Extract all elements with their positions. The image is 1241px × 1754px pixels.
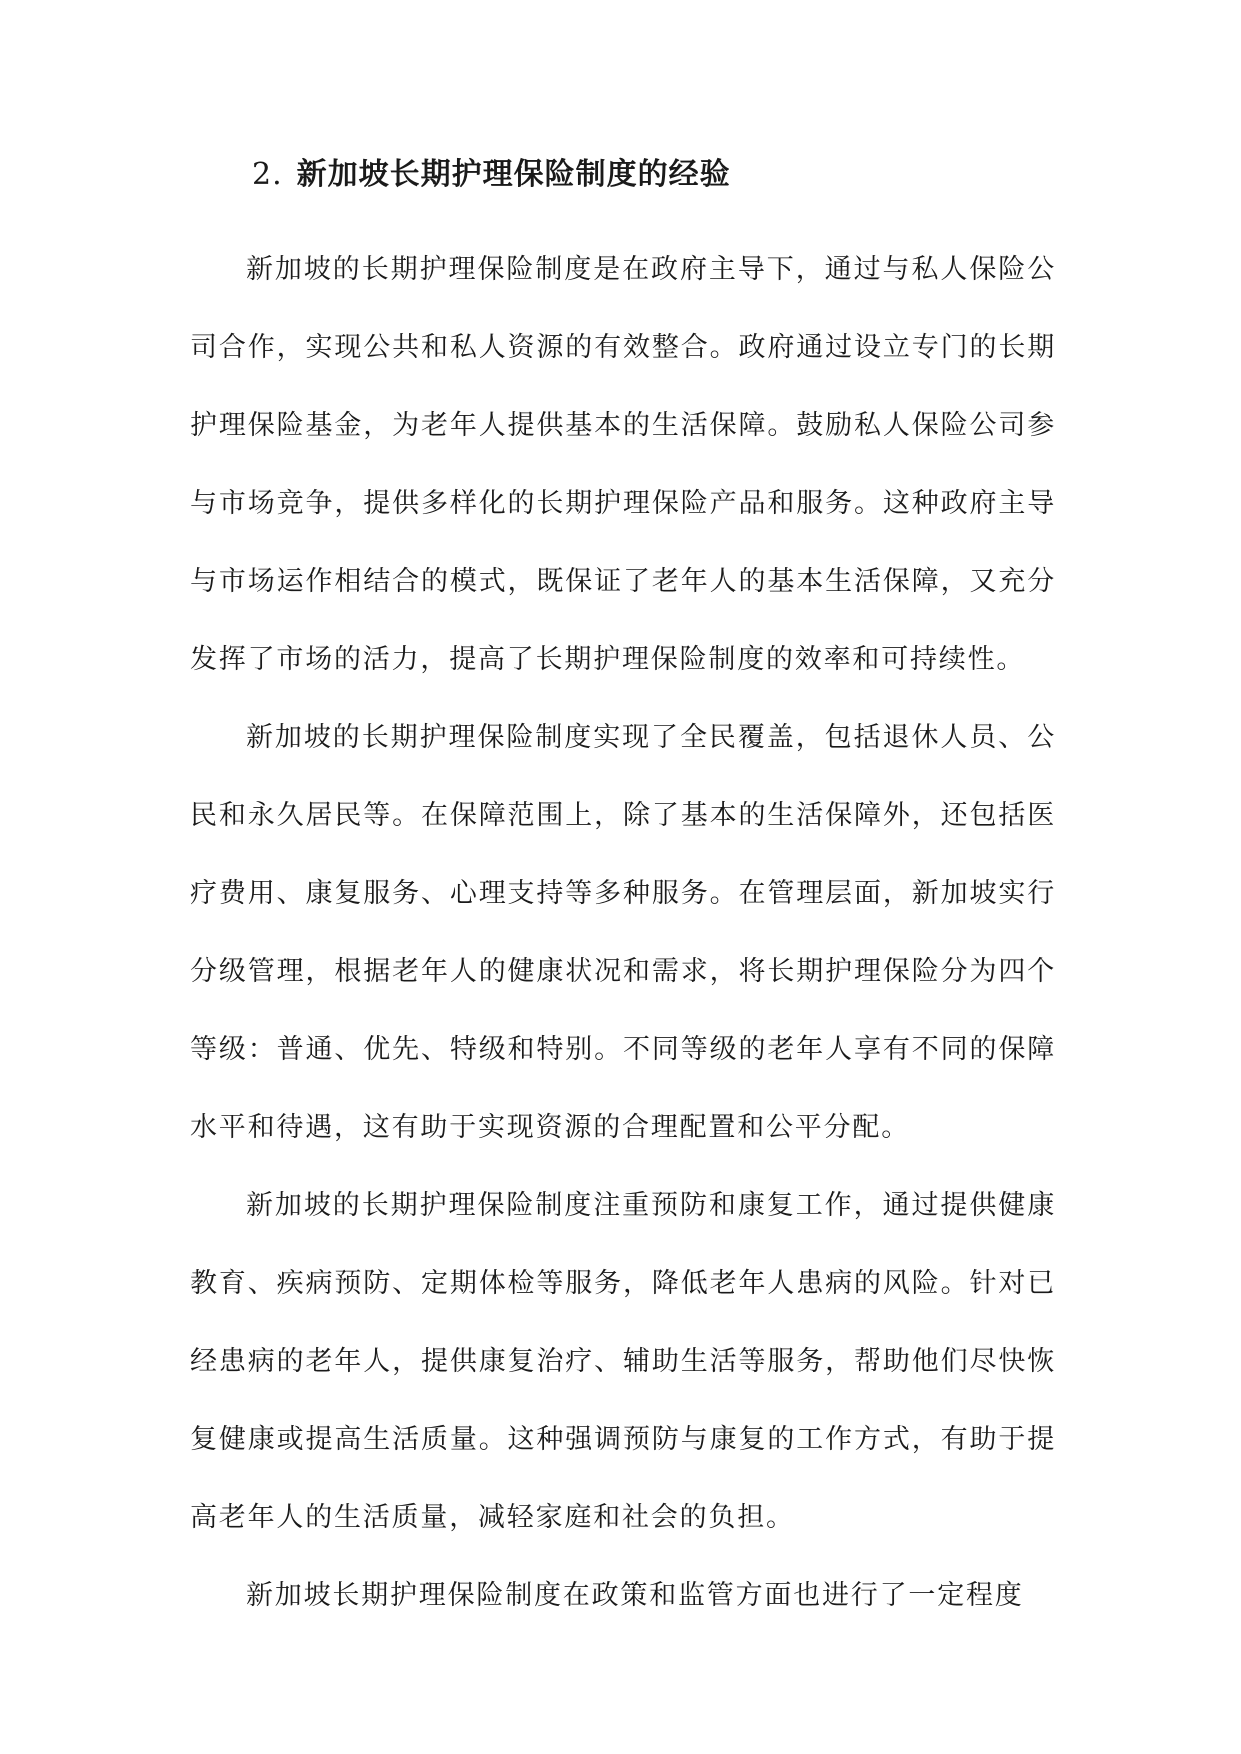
section-number: 2. [252,157,283,192]
section-title: 新加坡长期护理保险制度的经验 [296,157,731,192]
paragraph: 新加坡长期护理保险制度在政策和监管方面也进行了一定程度 [246,1580,1024,1611]
section-heading [252,150,731,200]
paragraph: 新加坡的长期护理保险制度是在政府主导下，通过与私人保险公司合作，实现公共和私人资源的有效整合。政府通过设立专门的长期护理保险基金，为老年人提供基本的生活保障。鼓励私人保险公司参与市场竞争，提供多样化的长期护理保险产品和服务。这种政府主导与市场运作相结合的模式，既保证了老年人的基本生活保障，又充分发挥了市场的活力，提高了长期护理保险制度的效率和可持续性。 [190,254,1056,675]
paragraph: 新加坡的长期护理保险制度注重预防和康复工作，通过提供健康教育、疾病预防、定期体检等服务，降低老年人患病的风险。针对已经患病的老年人，提供康复治疗、辅助生活等服务，帮助他们尽快恢复健康或提高生活质量。这种强调预防与康复的工作方式，有助于提高老年人的生活质量，减轻家庭和社会的负担。 [190,1190,1056,1533]
body-text [190,231,1056,1635]
paragraph: 新加坡的长期护理保险制度实现了全民覆盖，包括退休人员、公民和永久居民等。在保障范围上，除了基本的生活保障外，还包括医疗费用、康复服务、心理支持等多种服务。在管理层面，新加坡实行分级管理，根据老年人的健康状况和需求，将长期护理保险分为四个等级：普通、优先、特级和特别。不同等级的老年人享有不同的保障水平和待遇，这有助于实现资源的合理配置和公平分配。 [190,722,1056,1143]
